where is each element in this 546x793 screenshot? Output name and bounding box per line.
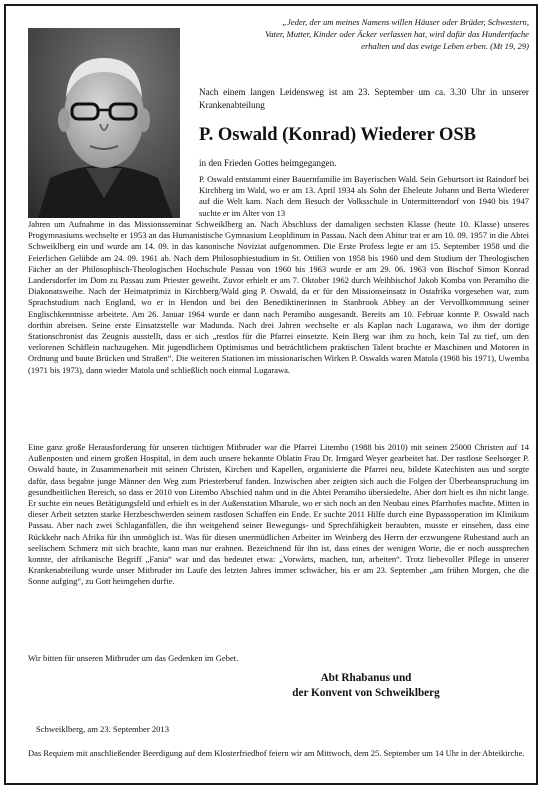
biography-paragraph-continued: Jahren um Aufnahme in das Missionsseminar Schweiklberg an. Nach Abschluss der damaligen sechsten Klasse (heute 10. Klasse) unseres Progymnasiums wechselte er 1953 an das Humanistische Gymnasium Leopldinum in Passau. Nach dem Abitur trat er am 10. 09. 1957 in die Abtei Schweiklberg ein und wurde am 14. 09. in das kanonische Noviziat aufgenommen. Die Erste Profess legte er am 15. September 1958 und die Feierlichen Gelübde am 24. 09. 1961 ab. Nach dem Philosophiestudium in St. Ottilien von 1958 bis 1960 und dem Studium der Theologischen Fächer an der Philosophisch-Theologischen Hochschule Passau von 1960 bis 1963 wurde er am 29. 06. 1963 von Bischof Simon Konrad Landersdorfer im Dom zu Passau zum Priester geweiht. Zuvor erhielt er am 7. Oktober 1962 durch Weihbischof Jakob Komba von Peramiho die Diakonatsweihe. Nach der Heimatprimiz in Kirchberg/Wald ging P. Oswald, da er für den Missionseinsatz in Ostafrika vorgesehen war, zum Sprachstudium nach England, wo er in Hendon und bei den Benediktinerinnen in Stanbrook Abbey an der Vervollkommnung seiner Englischkenntnisse arbeitete. Am 26. Januar 1964 wurde er dann nach Peramiho ausgesandt. Bereits am 10. Februar konnte P. Oswald nach dorthin abreisen. Seine erste Einsatzstelle war Madunda. Nach drei Jahren wechselte er als Kaplan nach Lugarawa, wo ihm der dortige Stationschronist das Zeugnis ausstellt, dass er sich „restlos für die Pfarrei einsetzte. Kein Berg war ihm zu hoch, kein Tal zu tief, um den verlorenen Schäflein nachzugehen. Mit jugendlichem Optimismus und beträchtlichem praktischen Talent brachte er Maschinen und Motoren in Ordnung und baute Brücken und Straßen“. Die weiteren Stationen im missionarischen Wirken P. Oswalds waren Matola (1968 bis 1971), Uwemba (1971 bis 1973), dann wieder Matola und schließlich noch einmal Lugarawa. [28,219,529,375]
intro-text: Nach einem langen Leidensweg ist am 23. September um ca. 3.30 Uhr in unserer Krankenabteilung [199,87,529,110]
quote-line: Vater, Mutter, Kinder oder Äcker verlassen hat, wird dafür das Hundertfache [265,29,529,40]
quote-line: „Jeder, der um meines Namens willen Häuser oder Brüder, Schwestern, [282,17,529,27]
portrait-photo [28,28,180,218]
biography-paragraph-start: P. Oswald entstammt einer Bauernfamilie im Bayerischen Wald. Sein Geburtsort ist Raindorf bei Kirchberg im Wald, wo er am 13. April 1934 als Sohn der Eheleute Johann und Berta Wiederer auf die Welt kam. Nach dem Besuch der Volksschule in Untermitterndorf von 1940 bis 1947 suchte er im Alter von 13 [199,174,529,218]
deceased-name: P. Oswald (Konrad) Wiederer OSB [199,125,477,145]
prayer-request: Wir bitten für unseren Mitbruder um das Gedenken im Gebet. [28,653,239,663]
signature-line: Abt Rhabanus und [320,672,412,684]
litembo-paragraph: Eine ganz große Herausforderung für unseren tüchtigen Mitbruder war die Pfarrei Litembo (1988 bis 2010) mit seinen 25000 Christen auf 14 Außenposten und einem großen Hospital, in dem auch unsere bekannte Oblatin Frau Dr. Irmgard Weyer gearbeitet hat. Der rastlose Seelsorger P. Oswald baute, in Zusammenarbeit mit seinen Christen, Kirchen und Kapellen, organisierte die Pfarrei neu, bildete Katechisten aus und sorgte dafür, dass begabte junge Männer den Weg zum Priesterberuf fanden. Inzwischen aber zeigten sich auch die Folgen der Überbeanspruchung im gesundheitlichen Bereich, so dass er 2010 von Litembo Abschied nahm und in die Abtei Peramiho übersiedelte. Aber dort hielt es ihn nicht lange. Er suchte ein neues Betätigungsfeld und erhielt es in der Außenstation Mharule, wo er sich noch an den Neubau eines Pfarrhofes machte. Mitten in dieser Arbeit setzten starke Herzbeschwerden seinem rastlosen Schaffen ein Ende. Er suchte 2011 Hilfe durch eine Bypassoperation im Klinikum Passau. Aber nach zwei Schlaganfällen, die ihn weitgehend seiner Bewegungs- und Sprechfähigkeit beraubten, musste er einsehen, dass eine Rückkehr nach Afrika für ihn unmöglich ist. Was für diesen unermüdlichen Arbeiter im Weinberg des Herrn der erzwungene Ruhestand auch an seelischem Schmerz mit sich brachte, kann man nur erahnen. Bezeichnend für ihn ist, dass eines der wenigen Worte, die er noch aussprechen konnte, der afrikanische Begriff „Fania“ war und das bedeutet etwa: „Vorwärts, machen, tun, arbeiten“. Trotz liebevoller Pflege in unserer Krankenabteilung wurde unser Mitbruder im Laufe des letzten Jahres immer schwächer, bis er am 23. September „am frühen Morgen, che die Sonne aufging“, zu Gott heimgehen durfte. [28,442,529,587]
requiem-notice: Das Requiem mit anschließender Beerdigung auf dem Klosterfriedhof feiern wir am Mittwoch, dem 25. September um 14 Uhr in der Abteikirche. [28,748,525,758]
quote-line: erhalten und das ewige Leben erben. (Mt 19, 29) [361,41,529,52]
portrait-image [28,28,180,218]
bible-quote [196,16,529,53]
signature-line: der Konvent von Schweiklberg [292,687,440,699]
place-date: Schweiklberg, am 23. September 2013 [36,724,170,734]
signature-block [246,671,486,701]
passed-away-text: in den Frieden Gottes heimgegangen. [199,158,337,168]
obituary-frame [4,4,538,785]
